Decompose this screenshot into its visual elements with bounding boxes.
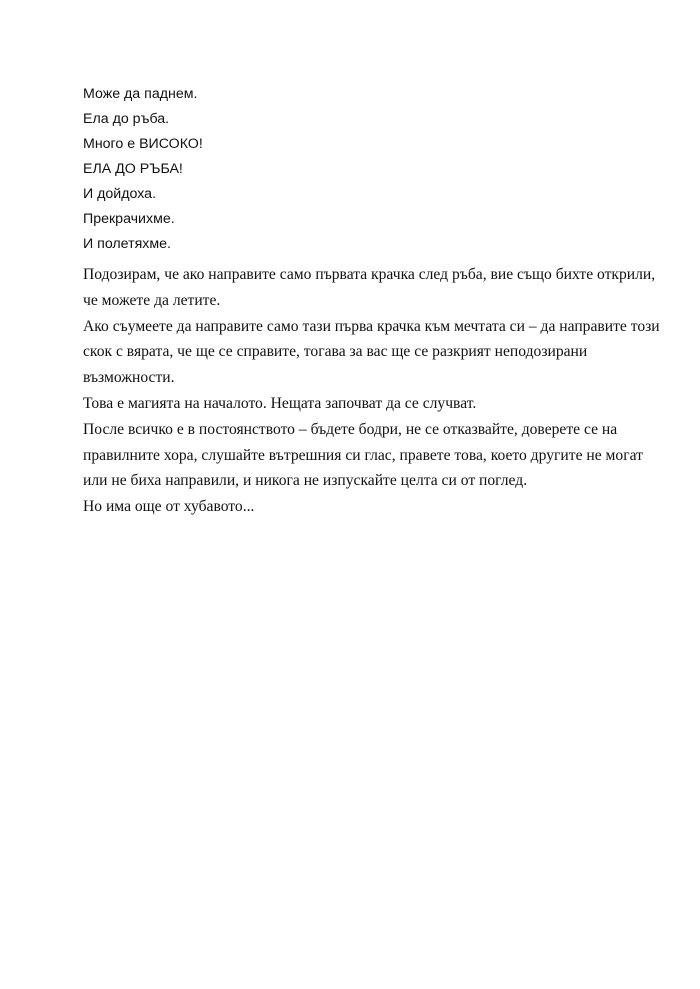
paragraph: Ако съумеете да направите само тази първа крачка към мечтата си – да направите този скок с вярата, че ще се справите, тогава за вас ще се разкрият неподозирани възможности. — [83, 317, 660, 387]
dialogue-line: Много е ВИСОКО! — [83, 136, 203, 152]
dialogue-line: Ела до ръба. — [83, 111, 170, 127]
dialogue-line: ЕЛА ДО РЪБА! — [83, 161, 183, 177]
dialogue-line: Може да паднем. — [83, 86, 198, 102]
dialogue-line: И полетяхме. — [83, 236, 171, 252]
dialogue-lines — [83, 82, 643, 257]
dialogue-line: Прекрачихме. — [83, 211, 175, 227]
dialogue-line: И дойдоха. — [83, 186, 157, 202]
body-text — [83, 262, 663, 520]
paragraph: Подозирам, че ако направите само първата крачка след ръба, вие също бихте открили, че можете да летите. — [83, 266, 656, 309]
paragraph: После всичко е в постоянството – бъдете бодри, не се отказвайте, доверете се на правилните хора, слушайте вътрешния си глас, правете това, което другите не могат или не биха направили, и никога не изпускайте целта си от поглед. — [83, 420, 643, 490]
paragraph: Това е магията на началото. Нещата започват да се случват. — [83, 394, 477, 412]
paragraph: Но има още от хубавото... — [83, 498, 255, 516]
